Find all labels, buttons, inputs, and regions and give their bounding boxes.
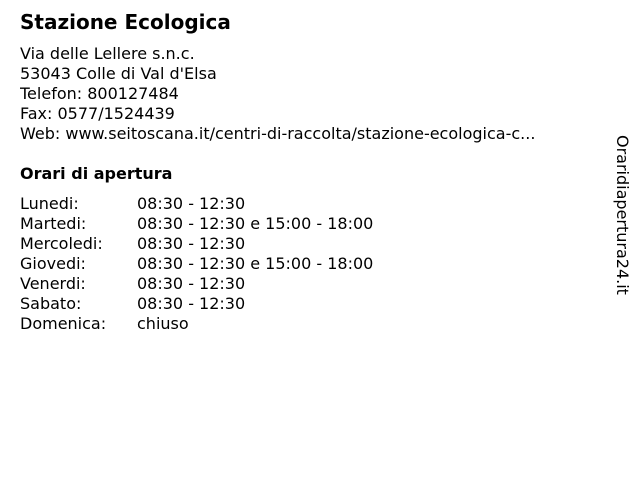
time-value: 08:30 - 12:30 bbox=[137, 274, 246, 293]
hours-row-monday bbox=[20, 194, 373, 214]
day-label: Giovedi: bbox=[20, 254, 86, 273]
day-label: Lunedi: bbox=[20, 194, 79, 213]
time-value: 08:30 - 12:30 bbox=[137, 234, 246, 253]
time-value: 08:30 - 12:30 bbox=[137, 194, 246, 213]
hours-row-friday bbox=[20, 274, 373, 294]
address-block bbox=[20, 44, 590, 144]
opening-hours-list bbox=[20, 194, 373, 334]
hours-row-saturday bbox=[20, 294, 373, 314]
hours-row-wednesday bbox=[20, 234, 373, 254]
street-address: Via delle Lellere s.n.c. bbox=[20, 44, 195, 63]
day-label: Mercoledi: bbox=[20, 234, 103, 253]
time-value: 08:30 - 12:30 bbox=[137, 294, 246, 313]
hours-heading: Orari di apertura bbox=[20, 164, 173, 183]
website-link: Web: www.seitoscana.it/centri-di-raccolta/stazione-ecologica-c... bbox=[20, 124, 536, 143]
day-label: Domenica: bbox=[20, 314, 107, 333]
hours-row-sunday bbox=[20, 314, 373, 334]
hours-row-tuesday bbox=[20, 214, 373, 234]
time-value: chiuso bbox=[137, 314, 189, 333]
business-title: Stazione Ecologica bbox=[20, 10, 231, 34]
phone-number: Telefon: 800127484 bbox=[20, 84, 179, 103]
time-value: 08:30 - 12:30 e 15:00 - 18:00 bbox=[137, 254, 374, 273]
day-label: Venerdi: bbox=[20, 274, 86, 293]
hours-row-thursday bbox=[20, 254, 373, 274]
city-address: 53043 Colle di Val d'Elsa bbox=[20, 64, 217, 83]
day-label: Martedi: bbox=[20, 214, 87, 233]
fax-number: Fax: 0577/1524439 bbox=[20, 104, 175, 123]
day-label: Sabato: bbox=[20, 294, 82, 313]
time-value: 08:30 - 12:30 e 15:00 - 18:00 bbox=[137, 214, 374, 233]
site-watermark: Oraridiapertura24.it bbox=[613, 135, 632, 295]
